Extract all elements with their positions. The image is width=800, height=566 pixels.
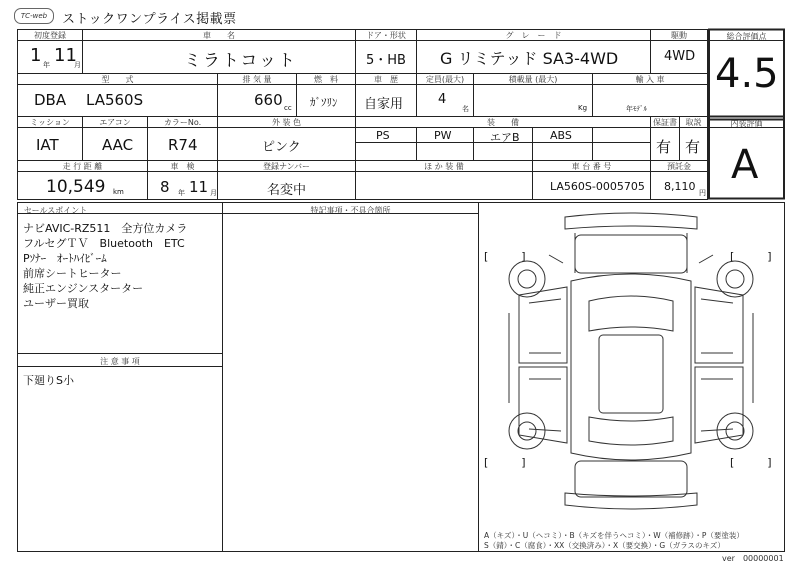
load-unit: Kg <box>578 104 588 112</box>
warranty-value: 有 <box>656 138 672 156</box>
sales-point-5: 純正エンジンスターター <box>23 282 144 295</box>
aircon-label: エアコン <box>99 118 131 127</box>
notes-label: 注 意 事 項 <box>100 357 140 366</box>
remarks-label: 特記事項・不具合箇所 <box>310 206 391 215</box>
sales-point-1: ナビAVIC-RZ511 全方位カメラ <box>23 222 188 235</box>
color-no-value: R74 <box>168 136 198 154</box>
month-unit: 月 <box>74 61 81 69</box>
equip-ps: PS <box>376 129 390 142</box>
exterior-label: 外 装 色 <box>271 118 302 127</box>
sales-point-4: 前席シートヒーター <box>23 267 122 280</box>
first-reg-year: 1 <box>30 45 42 66</box>
inspection-year: 8 <box>160 178 170 196</box>
chassis-number: LA560S-0005705 <box>550 180 645 193</box>
interior-grade: A <box>731 142 759 188</box>
bracket-front-left: [ ] <box>484 250 526 263</box>
sales-point-2: フルセグＴＶ Bluetooth ETC <box>23 237 185 250</box>
mileage-label: 走 行 距 離 <box>62 162 103 171</box>
interior-grade-label: 内装評価 <box>730 119 763 128</box>
bracket-rear-right: [ ] <box>730 456 772 469</box>
bracket-front-right: [ ] <box>730 250 772 263</box>
displacement-value: 660 <box>254 91 283 109</box>
fuel-value: ｶﾞｿﾘﾝ <box>310 96 338 109</box>
mission-value: IAT <box>36 136 59 154</box>
drive-value: 4WD <box>664 49 696 64</box>
warranty-label: 保証書 <box>653 118 677 127</box>
note-item: 下廻りS小 <box>23 374 74 387</box>
km-unit: km <box>113 188 124 196</box>
sales-point-3: Pｿﾅｰ ｵｰﾄﾊｲﾋﾞｰﾑ <box>23 252 107 265</box>
year-unit: 年 <box>43 61 50 69</box>
damage-legend-2: S（錆）・C（腐食）・XX（交換済み）・X（要交換）・G（ガラスのキズ） <box>484 541 725 550</box>
displacement-label: 排 気 量 <box>242 75 272 84</box>
inspection-month: 11 <box>189 178 209 196</box>
sales-points-label: セールスポイント <box>24 206 88 215</box>
equip-abs: ABS <box>550 129 572 142</box>
plate-value: 名変中 <box>267 183 307 198</box>
capacity-label: 定員(最大) <box>425 75 465 84</box>
load-label: 積載量 (最大) <box>508 75 558 84</box>
damage-legend-1: A（キズ）・U（ヘコミ）・B（キズを伴うヘコミ）・W（補修跡）・P（要塗装） <box>484 531 744 540</box>
equipment-label: 装 備 <box>487 118 519 127</box>
car-name-label: 車 名 <box>203 31 235 40</box>
cc-unit: cc <box>284 104 292 112</box>
equip-pw: PW <box>434 129 452 142</box>
mileage-value: 10,549 <box>46 177 106 197</box>
chassis-label: 車 台 番 号 <box>571 162 612 171</box>
recycle-label: 預託金 <box>667 162 691 171</box>
history-value: 自家用 <box>364 97 404 112</box>
overall-grade: 4.5 <box>715 51 779 97</box>
exterior-color: ピンク <box>262 140 301 155</box>
door-type: 5・HB <box>366 53 406 68</box>
bracket-rear-left: [ ] <box>484 456 526 469</box>
overall-grade-label: 総合評価点 <box>726 32 767 41</box>
mission-label: ミッション <box>30 118 70 127</box>
import-model-year: 年ﾓﾃﾞﾙ <box>626 105 647 113</box>
document-title: ストックワンプライス掲載票 <box>62 12 237 27</box>
inspection-year-unit: 年 <box>178 189 185 197</box>
sales-point-6: ユーザー買取 <box>23 297 89 310</box>
color-no-label: カラーNo. <box>163 118 202 127</box>
plate-label: 登録ナンバー <box>262 162 311 171</box>
other-equip-label: ほ か 装 備 <box>424 162 464 171</box>
capacity-value: 4 <box>438 92 447 107</box>
brand-logo: TC-web <box>14 8 54 24</box>
yen-unit: 円 <box>699 189 706 197</box>
manual-value: 有 <box>685 138 701 156</box>
inspection-label: 車 検 <box>170 162 195 171</box>
type-label: 型 式 <box>101 75 134 84</box>
inspection-month-unit: 月 <box>210 189 217 197</box>
import-label: 輸 入 車 <box>635 75 665 84</box>
grade-value: G リミテッド SA3-4WD <box>440 49 619 68</box>
first-reg-label: 初度登録 <box>34 31 66 40</box>
manual-label: 取説 <box>685 118 702 127</box>
drive-label: 駆動 <box>671 31 687 40</box>
capacity-unit: 名 <box>462 105 469 113</box>
first-reg-month: 11 <box>54 45 77 66</box>
model-type: LA560S <box>86 91 144 109</box>
door-type-label: ドア・形状 <box>366 31 406 40</box>
version-label: ver 00000001 <box>722 554 784 563</box>
aircon-value: AAC <box>102 136 134 154</box>
type-prefix: DBA <box>34 91 67 109</box>
fuel-label: 燃 料 <box>314 75 338 84</box>
grade-label: グ レ ー ド <box>505 31 562 40</box>
equip-airbag: エアB <box>490 131 520 144</box>
history-label: 車 歴 <box>374 75 398 84</box>
recycle-value: 8,110 <box>664 180 696 193</box>
car-name: ミラトコット <box>184 51 297 71</box>
